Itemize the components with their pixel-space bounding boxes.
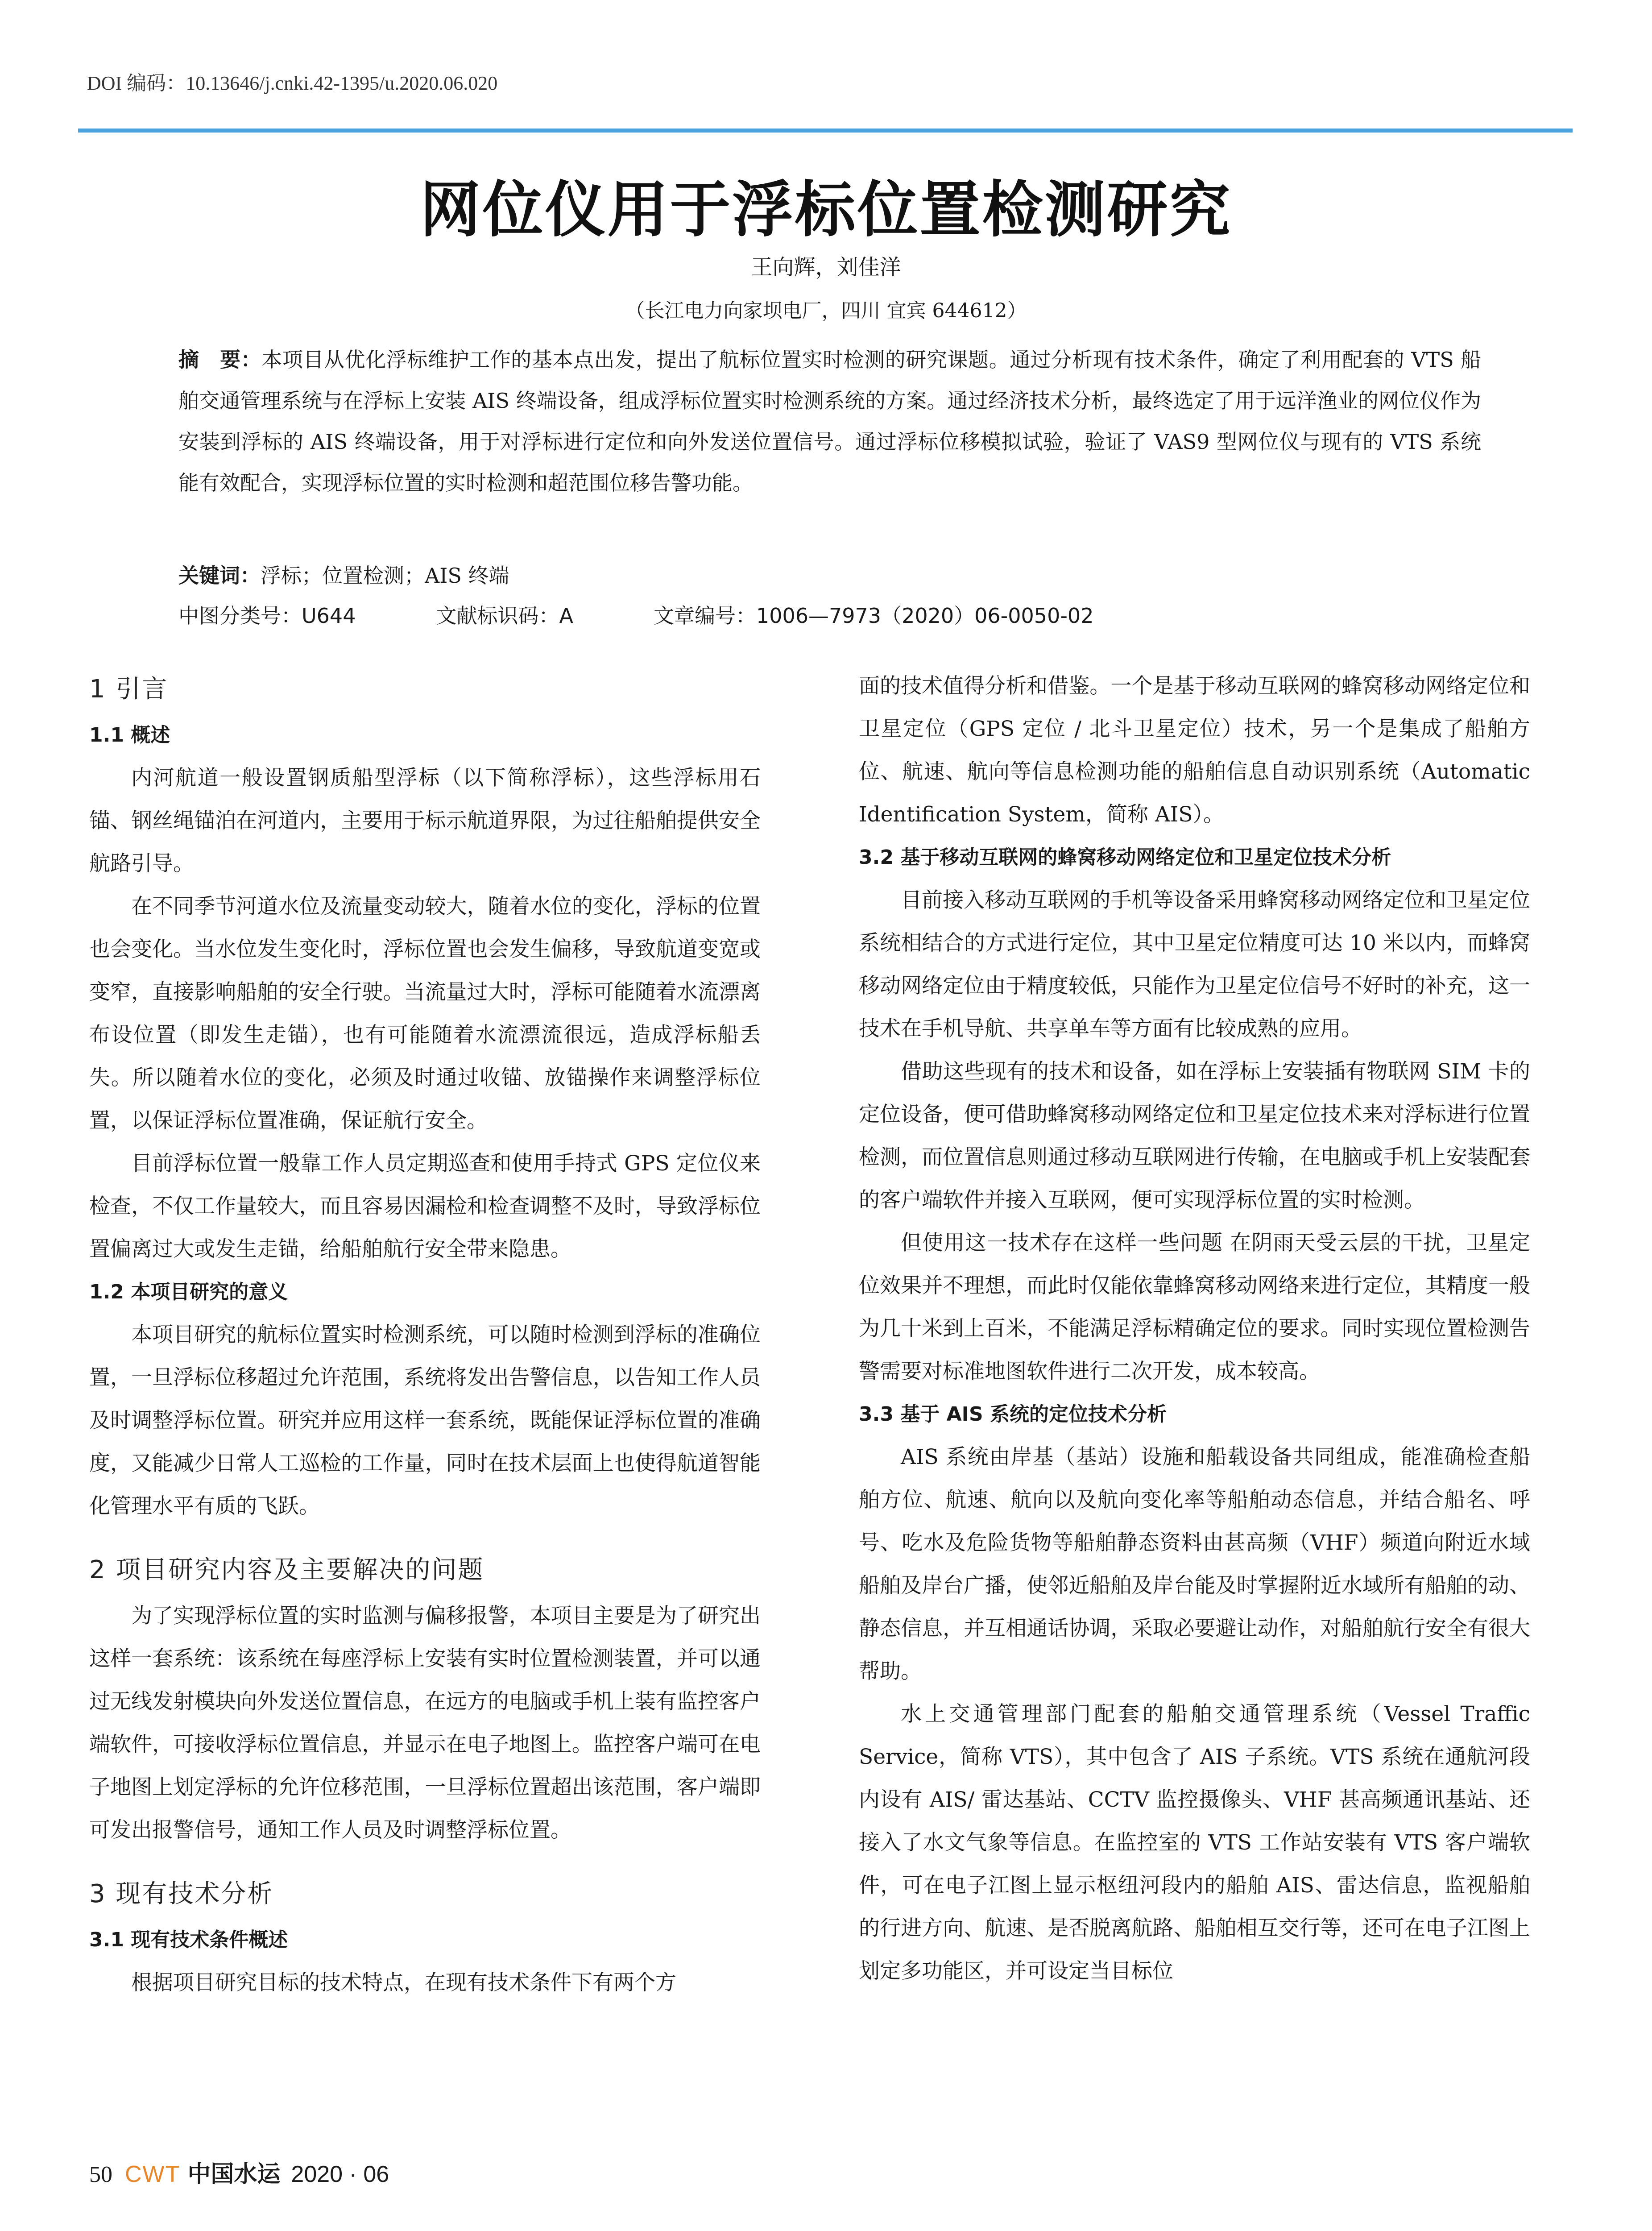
keywords bbox=[178, 556, 1481, 596]
issue-number: 2020 · 06 bbox=[291, 2161, 389, 2187]
keywords-label: 关键词： bbox=[178, 564, 261, 588]
subsection-heading: 3.3 基于 AIS 系统的定位技术分析 bbox=[859, 1403, 1167, 1426]
affiliation: （长江电力向家坝电厂，四川 宜宾 644612） bbox=[625, 299, 1027, 322]
paragraph: 目前接入移动互联网的手机等设备采用蜂窝移动网络定位和卫星定位系统相结合的方式进行定位，其中卫星定位精度可达 10 米以内，而蜂窝移动网络定位由于精度较低，只能作为卫星定位信号不好时的补充，这一技术在手机导航、共享单车等方面有比较成熟的应用。 bbox=[859, 888, 1530, 1041]
page-footer bbox=[89, 2155, 389, 2189]
paragraph: 借助这些现有的技术和设备，如在浮标上安装插有物联网 SIM 卡的定位设备，便可借助蜂窝移动网络定位和卫星定位技术来对浮标进行位置检测，而位置信息则通过移动互联网进行传输，在电脑或手机上安装配套的客户端软件并接入互联网，便可实现浮标位置的实时检测。 bbox=[859, 1059, 1530, 1212]
clc-number: 中图分类号：U644 bbox=[178, 604, 356, 628]
abstract-label: 摘 要： bbox=[178, 348, 262, 372]
doi-code: DOI 编码：10.13646/j.cnki.42-1395/u.2020.06.020 bbox=[87, 72, 498, 94]
subsection-heading: 1.1 概述 bbox=[89, 724, 170, 746]
paragraph: 但使用这一技术存在这样一些问题 在阴雨天受云层的干扰，卫星定位效果并不理想，而此时仅能依靠蜂窝移动网络来进行定位，其精度一般为几十米到上百米，不能满足浮标精确定位的要求。同时实现位置检测告警需要对标准地图软件进行二次开发，成本较高。 bbox=[859, 1231, 1530, 1384]
paragraph: 目前浮标位置一般靠工作人员定期巡查和使用手持式 GPS 定位仪来检查，不仅工作量较大，而且容易因漏检和检查调整不及时，导致浮标位置偏离过大或发生走锚，给船舶航行安全带来隐患。 bbox=[89, 1151, 761, 1261]
cwt-logo: CWT bbox=[125, 2161, 181, 2187]
article-number: 文章编号：1006—7973（2020）06-0050-02 bbox=[653, 604, 1094, 628]
paragraph: 本项目研究的航标位置实时检测系统，可以随时检测到浮标的准确位置，一旦浮标位移超过允许范围，系统将发出告警信息，以告知工作人员及时调整浮标位置。研究并应用这样一套系统，既能保证浮标位置的准确度，又能减少日常人工巡检的工作量，同时在技术层面上也使得航道智能化管理水平有质的飞跃。 bbox=[89, 1323, 761, 1518]
header-rule bbox=[78, 129, 1573, 133]
authors: 王向辉，刘佳洋 bbox=[751, 255, 901, 280]
document-code: 文献标识码：A bbox=[436, 604, 573, 628]
classification-line bbox=[178, 596, 1481, 636]
keywords-text: 浮标；位置检测；AIS 终端 bbox=[261, 564, 509, 588]
paper-title: 网位仪用于浮标位置检测研究 bbox=[420, 174, 1232, 245]
section-heading: 2 项目研究内容及主要解决的问题 bbox=[89, 1555, 484, 1584]
magazine-name: 中国水运 bbox=[187, 2161, 281, 2188]
subsection-heading: 3.2 基于移动互联网的蜂窝移动网络定位和卫星定位技术分析 bbox=[859, 846, 1391, 869]
paragraph: 在不同季节河道水位及流量变动较大，随着水位的变化，浮标的位置也会变化。当水位发生变化时，浮标位置也会发生偏移，导致航道变宽或变窄，直接影响船舶的安全行驶。当流量过大时，浮标可能随着水流漂离布设位置（即发生走锚），也有可能随着水流漂流很远，造成浮标船丢失。所以随着水位的变化，必须及时通过收锚、放锚操作来调整浮标位置，以保证浮标位置准确，保证航行安全。 bbox=[89, 894, 761, 1133]
paragraph: 内河航道一般设置钢质船型浮标（以下简称浮标），这些浮标用石锚、钢丝绳锚泊在河道内，主要用于标示航道界限，为过往船舶提供安全航路引导。 bbox=[89, 766, 761, 876]
right-column bbox=[859, 665, 1530, 1993]
paragraph: 面的技术值得分析和借鉴。一个是基于移动互联网的蜂窝移动网络定位和卫星定位（GPS 定位 / 北斗卫星定位）技术，另一个是集成了船舶方位、航速、航向等信息检测功能的船舶信息自动识别系统（Automatic Identification System，简称 AIS）。 bbox=[859, 674, 1530, 827]
subsection-heading: 3.1 现有技术条件概述 bbox=[89, 1928, 288, 1951]
section-heading: 3 现有技术分析 bbox=[89, 1879, 274, 1908]
left-column bbox=[89, 665, 761, 2004]
section-heading: 1 引言 bbox=[89, 675, 169, 704]
page-number: 50 bbox=[89, 2162, 112, 2187]
paragraph: AIS 系统由岸基（基站）设施和船载设备共同组成，能准确检查船舶方位、航速、航向以及航向变化率等船舶动态信息，并结合船名、呼号、吃水及危险货物等船舶静态资料由甚高频（VHF）频道向附近水域船舶及岸台广播，使邻近船舶及岸台能及时掌握附近水域所有船舶的动、静态信息，并互相通话协调，采取必要避让动作，对船舶航行安全有很大帮助。 bbox=[859, 1445, 1530, 1684]
paragraph: 为了实现浮标位置的实时监测与偏移报警，本项目主要是为了研究出这样一套系统：该系统在每座浮标上安装有实时位置检测装置，并可以通过无线发射模块向外发送位置信息，在远方的电脑或手机上装有监控客户端软件，可接收浮标位置信息，并显示在电子地图上。监控客户端可在电子地图上划定浮标的允许位移范围，一旦浮标位置超出该范围，客户端即可发出报警信号，通知工作人员及时调整浮标位置。 bbox=[89, 1604, 761, 1842]
paragraph: 根据项目研究目标的技术特点，在现有技术条件下有两个方 bbox=[131, 1970, 676, 1995]
abstract-text: 本项目从优化浮标维护工作的基本点出发，提出了航标位置实时检测的研究课题。通过分析现有技术条件，确定了利用配套的 VTS 船舶交通管理系统与在浮标上安装 AIS 终端设备，组成浮标位置实时检测系统的方案。通过经济技术分析，最终选定了用于远洋渔业的网位仪作为安装到浮标的 AIS 终端设备，用于对浮标进行定位和向外发送位置信号。通过浮标位移模拟试验，验证了 VAS9 型网位仪与现有的 VTS 系统能有效配合，实现浮标位置的实时检测和超范围位移告警功能。 bbox=[178, 348, 1481, 495]
subsection-heading: 1.2 本项目研究的意义 bbox=[89, 1281, 288, 1303]
paragraph: 水上交通管理部门配套的船舶交通管理系统（Vessel Traffic Service，简称 VTS），其中包含了 AIS 子系统。VTS 系统在通航河段内设有 AIS/ 雷达基站、CCTV 监控摄像头、VHF 甚高频通讯基站、还接入了水文气象等信息。在监控室的 VTS 工作站安装有 VTS 客户端软件，可在电子江图上显示枢纽河段内的船舶 AIS、雷达信息，监视船舶的行进方向、航速、是否脱离航路、船舶相互交行等，还可在电子江图上划定多功能区，并可设定当目标位 bbox=[859, 1702, 1530, 1983]
abstract bbox=[178, 339, 1481, 503]
